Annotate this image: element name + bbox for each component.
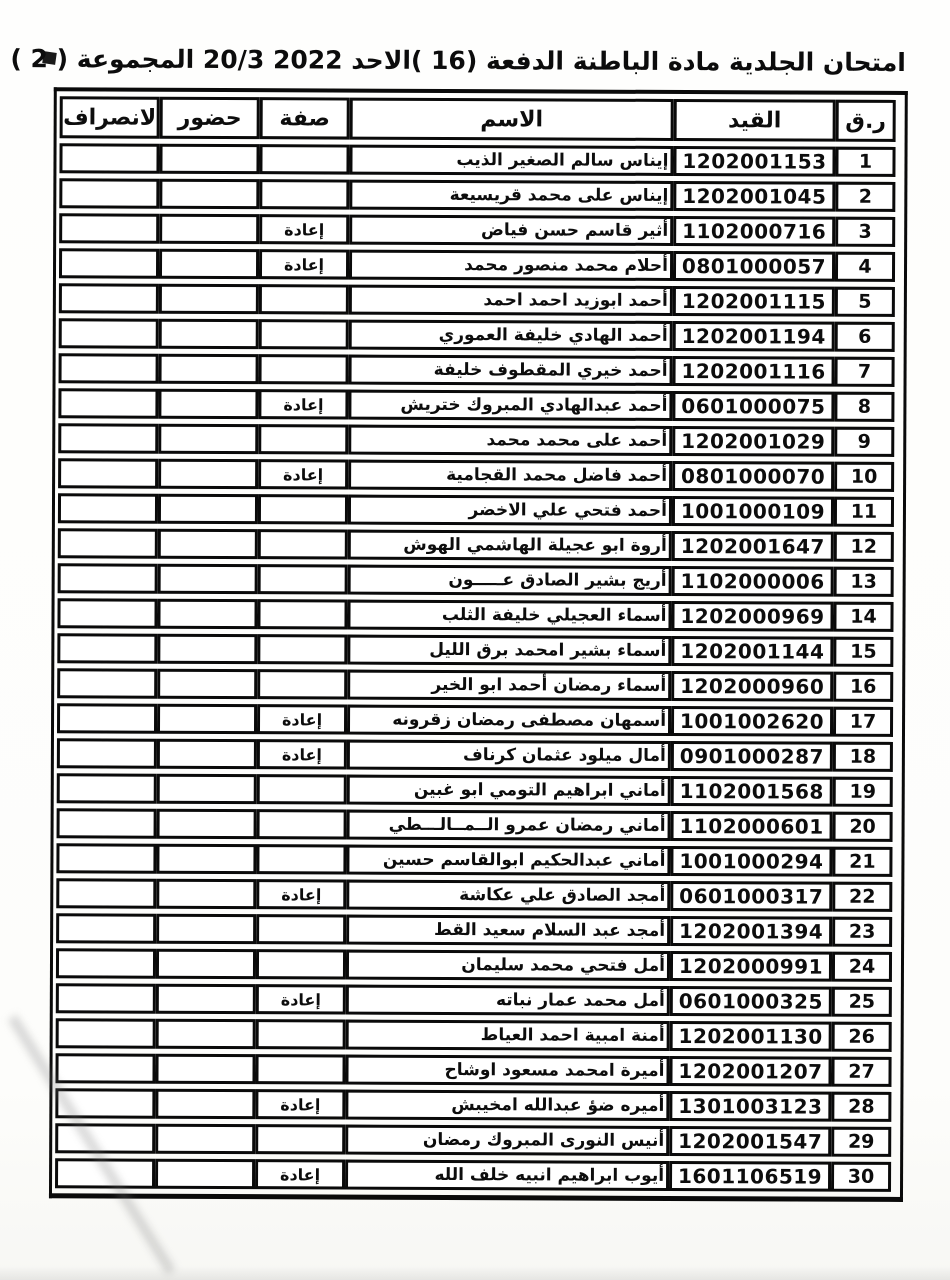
departure-cell xyxy=(59,353,159,383)
departure-cell xyxy=(57,703,157,733)
registration-id-cell: 1202001115 xyxy=(673,286,835,317)
attendance-cell xyxy=(159,319,259,349)
registration-id-cell: 1202000991 xyxy=(670,951,832,982)
registration-id-cell: 1102000006 xyxy=(672,566,834,597)
departure-cell xyxy=(57,808,157,838)
status-cell: إعادة xyxy=(257,739,347,769)
student-name-cell: أريج بشير الصادق عـــــون xyxy=(348,565,672,596)
table-row xyxy=(55,1158,891,1192)
departure-cell xyxy=(59,178,159,208)
departure-cell xyxy=(56,1018,156,1048)
row-number-cell: 12 xyxy=(834,532,894,562)
row-number-cell: 28 xyxy=(831,1092,891,1122)
attendance-table-frame xyxy=(49,87,908,1202)
registration-id-cell: 1001000294 xyxy=(670,846,832,877)
departure-cell xyxy=(58,458,158,488)
attendance-cell xyxy=(158,424,258,454)
row-number-cell: 16 xyxy=(833,672,893,702)
table-row xyxy=(56,983,892,1017)
registration-id-cell: 1102000716 xyxy=(673,216,835,247)
table-row xyxy=(58,528,894,562)
status-cell xyxy=(259,319,349,349)
status-cell xyxy=(259,179,349,209)
registration-id-cell: 1202001547 xyxy=(669,1126,831,1157)
departure-cell xyxy=(58,493,158,523)
student-name-cell: أمنة امبية احمد العياط xyxy=(346,1020,670,1051)
table-row xyxy=(57,773,893,807)
departure-cell xyxy=(55,1053,155,1083)
status-cell xyxy=(256,844,346,874)
attendance-cell xyxy=(158,564,258,594)
attendance-cell xyxy=(159,284,259,314)
status-cell xyxy=(258,424,348,454)
departure-cell xyxy=(57,738,157,768)
registration-id-cell: 0601000325 xyxy=(670,986,832,1017)
student-name-cell: أحمد عبدالهادي المبروك ختريش xyxy=(348,390,672,421)
row-number-cell: 6 xyxy=(835,322,895,352)
attendance-cell xyxy=(156,949,256,979)
row-number-cell: 9 xyxy=(834,427,894,457)
student-name-cell: أميره ضؤ عبدالله امخيبش xyxy=(345,1090,669,1121)
scan-edge-shadow xyxy=(0,1266,950,1280)
student-name-cell: أحمد ابوزيد احمد احمد xyxy=(349,285,673,316)
status-cell xyxy=(256,949,346,979)
attendance-cell xyxy=(155,1124,255,1154)
status-cell xyxy=(255,1054,345,1084)
attendance-cell xyxy=(158,529,258,559)
attendance-cell xyxy=(157,634,257,664)
status-cell: إعادة xyxy=(255,1159,345,1189)
header-departure: لانصراف xyxy=(60,96,160,138)
table-row xyxy=(58,458,894,492)
row-number-cell: 23 xyxy=(832,917,892,947)
status-cell xyxy=(258,564,348,594)
status-cell: إعادة xyxy=(258,459,348,489)
departure-cell xyxy=(56,913,156,943)
registration-id-cell: 1202001394 xyxy=(670,916,832,947)
table-row xyxy=(59,248,895,282)
departure-cell xyxy=(55,1123,155,1153)
exam-attendance-sheet xyxy=(10,42,908,1202)
registration-id-cell: 0901000287 xyxy=(671,741,833,772)
status-cell xyxy=(257,599,347,629)
registration-id-cell: 1202001647 xyxy=(672,531,834,562)
table-row xyxy=(58,563,894,597)
attendance-cell xyxy=(155,1054,255,1084)
registration-id-cell: 1301003123 xyxy=(669,1091,831,1122)
row-number-cell: 27 xyxy=(831,1057,891,1087)
status-cell: إعادة xyxy=(259,214,349,244)
registration-id-cell: 1202001194 xyxy=(673,321,835,352)
attendance-cell xyxy=(159,249,259,279)
student-name-cell: أحمد فاضل محمد القجامية xyxy=(348,460,672,491)
attendance-cell xyxy=(157,599,257,629)
table-row xyxy=(59,318,895,352)
row-number-cell: 4 xyxy=(835,252,895,282)
registration-id-cell: 0601000317 xyxy=(670,881,832,912)
table-row xyxy=(58,423,894,457)
student-name-cell: أسمهان مصطفى رمضان زقرونه xyxy=(347,705,671,736)
status-cell xyxy=(258,529,348,559)
registration-id-cell: 1001002620 xyxy=(671,706,833,737)
row-number-cell: 10 xyxy=(834,462,894,492)
attendance-cell xyxy=(156,844,256,874)
table-row xyxy=(59,143,895,177)
registration-id-cell: 1102000601 xyxy=(671,811,833,842)
page-title: امتحان الجلدية مادة الباطنة الدفعة (16 )الاحد 2022 20/3 المجموعة ( 2 ) xyxy=(10,44,906,77)
row-number-cell: 13 xyxy=(834,567,894,597)
status-cell xyxy=(255,1124,345,1154)
row-number-cell: 8 xyxy=(834,392,894,422)
registration-id-cell: 1202001207 xyxy=(669,1056,831,1087)
departure-cell xyxy=(59,283,159,313)
attendance-cell xyxy=(159,144,259,174)
table-row xyxy=(56,843,892,877)
attendance-cell xyxy=(157,704,257,734)
row-number-cell: 24 xyxy=(832,952,892,982)
student-name-cell: أسماء رمضان أحمد ابو الخير xyxy=(347,670,671,701)
student-name-cell: أميرة امحمد مسعود اوشاح xyxy=(345,1055,669,1086)
attendance-cell xyxy=(156,1019,256,1049)
table-row xyxy=(55,1053,891,1087)
table-row xyxy=(57,598,893,632)
row-number-cell: 7 xyxy=(835,357,895,387)
status-cell: إعادة xyxy=(257,704,347,734)
row-number-cell: 20 xyxy=(833,812,893,842)
row-number-cell: 21 xyxy=(832,847,892,877)
table-row xyxy=(57,703,893,737)
student-name-cell: إيناس سالم الصغير الذيب xyxy=(349,145,673,176)
student-name-cell: أماني ابراهيم التومي ابو غبين xyxy=(347,775,671,806)
status-cell xyxy=(259,354,349,384)
row-number-cell: 29 xyxy=(831,1127,891,1157)
table-row xyxy=(59,213,895,247)
attendance-cell xyxy=(156,914,256,944)
attendance-cell xyxy=(158,459,258,489)
row-number-cell: 14 xyxy=(833,602,893,632)
status-cell xyxy=(257,809,347,839)
status-cell xyxy=(257,774,347,804)
attendance-cell xyxy=(157,774,257,804)
table-row xyxy=(57,738,893,772)
departure-cell xyxy=(57,668,157,698)
departure-cell xyxy=(58,423,158,453)
departure-cell xyxy=(58,528,158,558)
departure-cell xyxy=(56,843,156,873)
row-number-cell: 26 xyxy=(832,1022,892,1052)
header-registration: القيد xyxy=(674,99,836,142)
departure-cell xyxy=(56,948,156,978)
student-name-cell: أحمد على محمد محمد xyxy=(348,425,672,456)
row-number-cell: 25 xyxy=(832,987,892,1017)
attendance-cell xyxy=(156,879,256,909)
table-row xyxy=(56,948,892,982)
student-name-cell: أمجد عبد السلام سعيد القط xyxy=(346,915,670,946)
student-name-cell: إيناس على محمد قريسيعة xyxy=(349,180,673,211)
table-row xyxy=(59,283,895,317)
student-name-cell: أسماء العجيلي خليفة الثلب xyxy=(347,600,671,631)
attendance-table xyxy=(55,91,896,1197)
attendance-cell xyxy=(158,494,258,524)
registration-id-cell: 1202000969 xyxy=(671,601,833,632)
student-name-cell: أمال ميلود عثمان كرناف xyxy=(347,740,671,771)
departure-cell xyxy=(57,633,157,663)
table-row xyxy=(57,668,893,702)
registration-id-cell: 1202001130 xyxy=(670,1021,832,1052)
table-row xyxy=(56,878,892,912)
row-number-cell: 15 xyxy=(833,637,893,667)
status-cell xyxy=(257,669,347,699)
attendance-cell xyxy=(159,179,259,209)
attendance-cell xyxy=(155,1159,255,1189)
row-number-cell: 19 xyxy=(833,777,893,807)
registration-id-cell: 0801000070 xyxy=(672,461,834,492)
attendance-cell xyxy=(158,389,258,419)
status-cell: إعادة xyxy=(256,879,346,909)
student-name-cell: أحمد الهادي خليفة العموري xyxy=(349,320,673,351)
row-number-cell: 11 xyxy=(834,497,894,527)
table-row xyxy=(59,178,895,212)
status-cell: إعادة xyxy=(259,249,349,279)
attendance-cell xyxy=(155,1089,255,1119)
registration-id-cell: 1001000109 xyxy=(672,496,834,527)
student-name-cell: أحلام محمد منصور محمد xyxy=(349,250,673,281)
attendance-cell xyxy=(157,669,257,699)
table-row xyxy=(55,1123,891,1157)
student-name-cell: أثير قاسم حسن فياض xyxy=(349,215,673,246)
status-cell xyxy=(259,284,349,314)
departure-cell xyxy=(59,213,159,243)
registration-id-cell: 1102001568 xyxy=(671,776,833,807)
status-cell: إعادة xyxy=(256,984,346,1014)
student-name-cell: أمل فتحي محمد سليمان xyxy=(346,950,670,981)
table-row xyxy=(57,808,893,842)
departure-cell xyxy=(59,143,159,173)
row-number-cell: 30 xyxy=(831,1162,891,1192)
registration-id-cell: 1202000960 xyxy=(671,671,833,702)
registration-id-cell: 1202001144 xyxy=(671,636,833,667)
registration-id-cell: 1202001029 xyxy=(672,426,834,457)
row-number-cell: 3 xyxy=(835,217,895,247)
attendance-cell xyxy=(157,809,257,839)
table-row xyxy=(57,633,893,667)
registration-id-cell: 0801000057 xyxy=(673,251,835,282)
status-cell xyxy=(259,144,349,174)
departure-cell xyxy=(58,563,158,593)
header-row-number: ر.ق xyxy=(836,100,896,142)
departure-cell xyxy=(57,598,157,628)
registration-id-cell: 1202001045 xyxy=(673,181,835,212)
header-row xyxy=(60,96,896,142)
row-number-cell: 5 xyxy=(835,287,895,317)
student-name-cell: أسماء بشير امحمد برق الليل xyxy=(347,635,671,666)
table-row xyxy=(58,493,894,527)
departure-cell xyxy=(59,248,159,278)
departure-cell xyxy=(56,878,156,908)
attendance-cell xyxy=(157,739,257,769)
row-number-cell: 18 xyxy=(833,742,893,772)
header-name: الاسم xyxy=(350,98,674,141)
status-cell xyxy=(258,494,348,524)
table-row xyxy=(56,913,892,947)
attendance-cell xyxy=(159,354,259,384)
student-name-cell: أروة ابو عجيلة الهاشمي الهوش xyxy=(348,530,672,561)
header-status: صفة xyxy=(260,97,350,139)
status-cell: إعادة xyxy=(255,1089,345,1119)
departure-cell xyxy=(57,773,157,803)
student-name-cell: أحمد فتحي علي الاخضر xyxy=(348,495,672,526)
registration-id-cell: 1202001153 xyxy=(673,146,835,177)
row-number-cell: 22 xyxy=(832,882,892,912)
student-name-cell: أنيس النورى المبروك رمضان xyxy=(345,1125,669,1156)
registration-id-cell: 1601106519 xyxy=(669,1161,831,1192)
row-number-cell: 1 xyxy=(835,147,895,177)
departure-cell xyxy=(56,983,156,1013)
departure-cell xyxy=(58,388,158,418)
student-name-cell: أحمد خيري المقطوف خليفة xyxy=(349,355,673,386)
student-name-cell: أماني عبدالحكيم ابوالقاسم حسين xyxy=(346,845,670,876)
status-cell xyxy=(256,1019,346,1049)
table-row xyxy=(59,353,895,387)
row-number-cell: 2 xyxy=(835,182,895,212)
departure-cell xyxy=(59,318,159,348)
registration-id-cell: 0601000075 xyxy=(672,391,834,422)
student-name-cell: أماني رمضان عمرو الــمــالـــطي xyxy=(347,810,671,841)
status-cell xyxy=(257,634,347,664)
registration-id-cell: 1202001116 xyxy=(673,356,835,387)
table-row xyxy=(58,388,894,422)
student-name-cell: أمجد الصادق علي عكاشة xyxy=(346,880,670,911)
status-cell xyxy=(256,914,346,944)
attendance-cell xyxy=(156,984,256,1014)
header-attendance: حضور xyxy=(160,97,260,139)
table-row xyxy=(56,1018,892,1052)
student-name-cell: أمل محمد عمار نباته xyxy=(346,985,670,1016)
table-row xyxy=(55,1088,891,1122)
status-cell: إعادة xyxy=(258,389,348,419)
row-number-cell: 17 xyxy=(833,707,893,737)
attendance-cell xyxy=(159,214,259,244)
student-name-cell: أيوب ابراهيم انبيه خلف الله xyxy=(345,1160,669,1191)
